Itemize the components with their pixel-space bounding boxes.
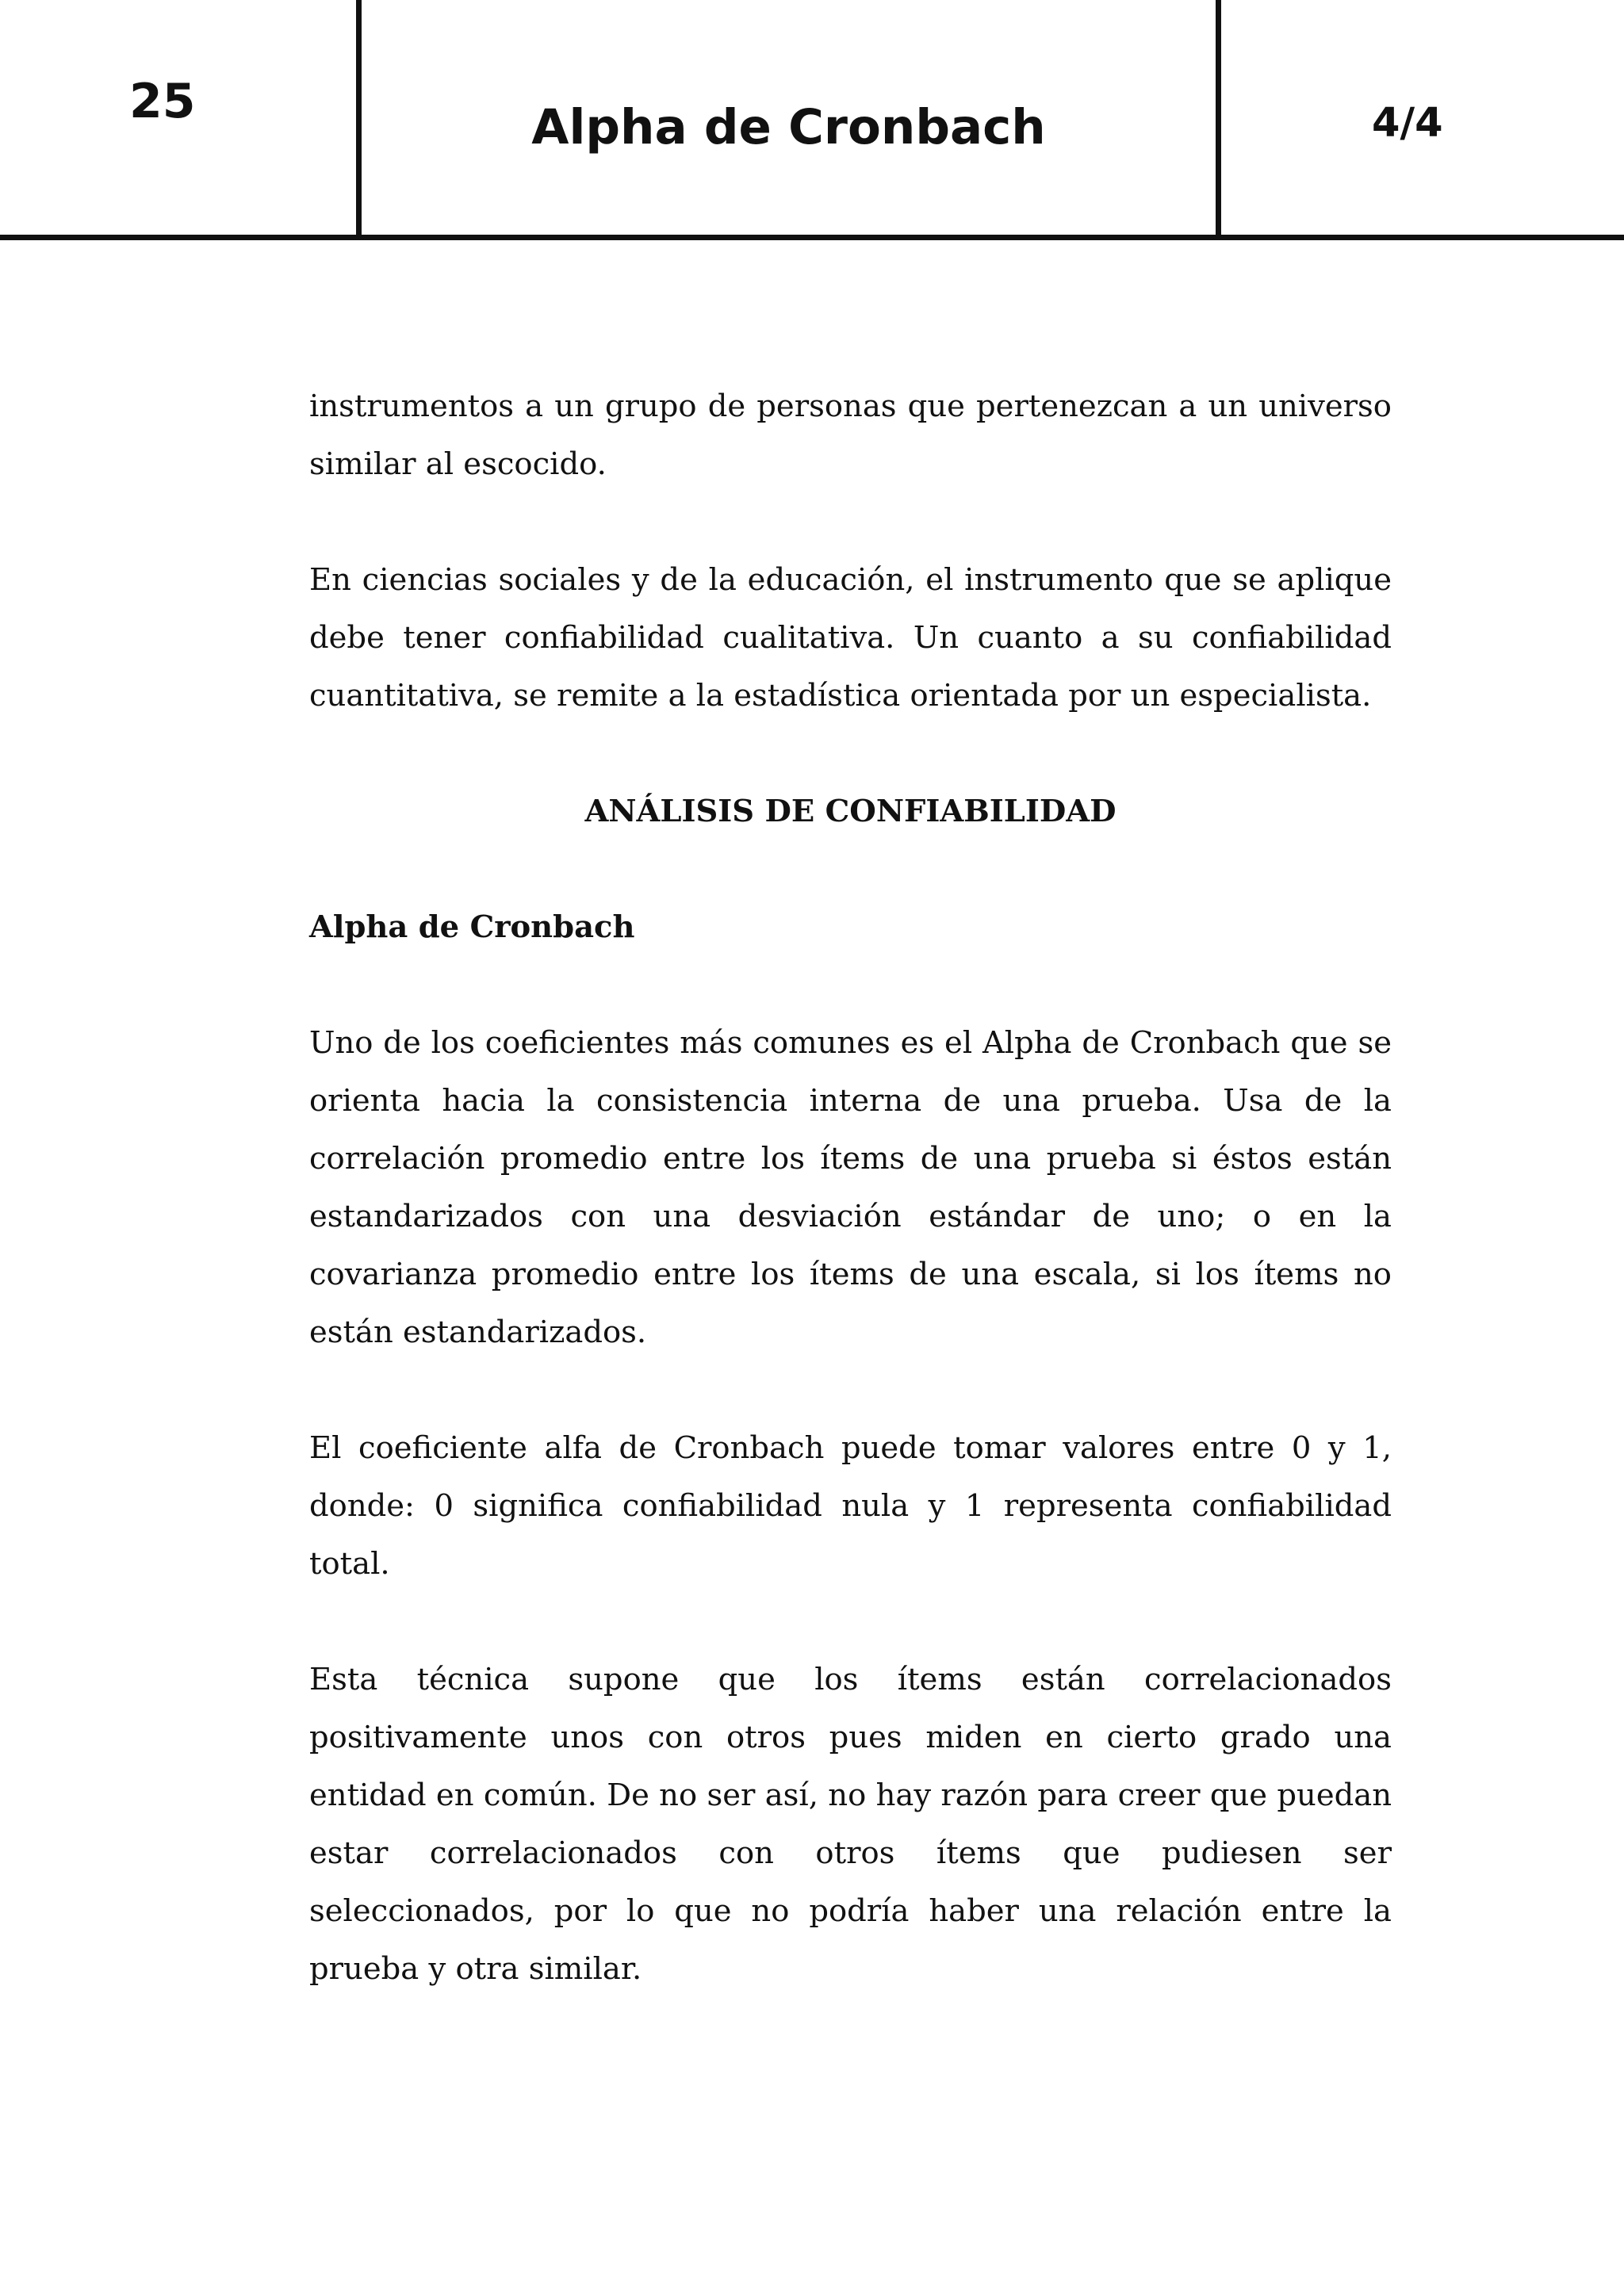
paragraph-coeficientes: Uno de los coeficientes más comunes es el Alpha de Cronbach que se orienta hacia la consistencia interna de una prueba. Usa de la correlación promedio entre los ítems de una prueba si éstos están estandarizados con una desviación estándar de uno; o en la covarianza promedio entre los ítems de una escala, si los ítems no están estandarizados.: [309, 1025, 1392, 1350]
paragraph-tecnica: Esta técnica supone que los ítems están correlacionados positivamente unos con otros pues miden en cierto grado una entidad en común. De no ser así, no hay razón para creer que puedan estar correlacionados con otros ítems que pudiesen ser seleccionados, por lo que no podría haber una relación entre la prueba y otra similar.: [309, 1662, 1392, 1987]
page-body: [309, 377, 1392, 1998]
page-number: 25: [129, 74, 196, 129]
page-header: [0, 0, 1624, 238]
header-divider-right: [1216, 0, 1221, 238]
header-divider-left: [356, 0, 362, 238]
subheading: Alpha de Cronbach: [309, 909, 635, 945]
section-heading: ANÁLISIS DE CONFIABILIDAD: [584, 794, 1116, 829]
paragraph-continuation: instrumentos a un grupo de personas que pertenezcan a un universo similar al escocido.: [309, 388, 1392, 482]
header-rule: [0, 235, 1624, 240]
paragraph-confiabilidad: En ciencias sociales y de la educación, el instrumento que se aplique debe tener confiabilidad cualitativa. Un cuanto a su confiabilidad cuantitativa, se remite a la estadística orientada por un especialista.: [309, 562, 1392, 714]
document-title: Alpha de Cronbach: [531, 99, 1046, 155]
paragraph-valores: El coeficiente alfa de Cronbach puede tomar valores entre 0 y 1, donde: 0 significa confiabilidad nula y 1 representa confiabilidad total.: [309, 1430, 1392, 1582]
sheet-indicator: 4/4: [1372, 100, 1443, 147]
